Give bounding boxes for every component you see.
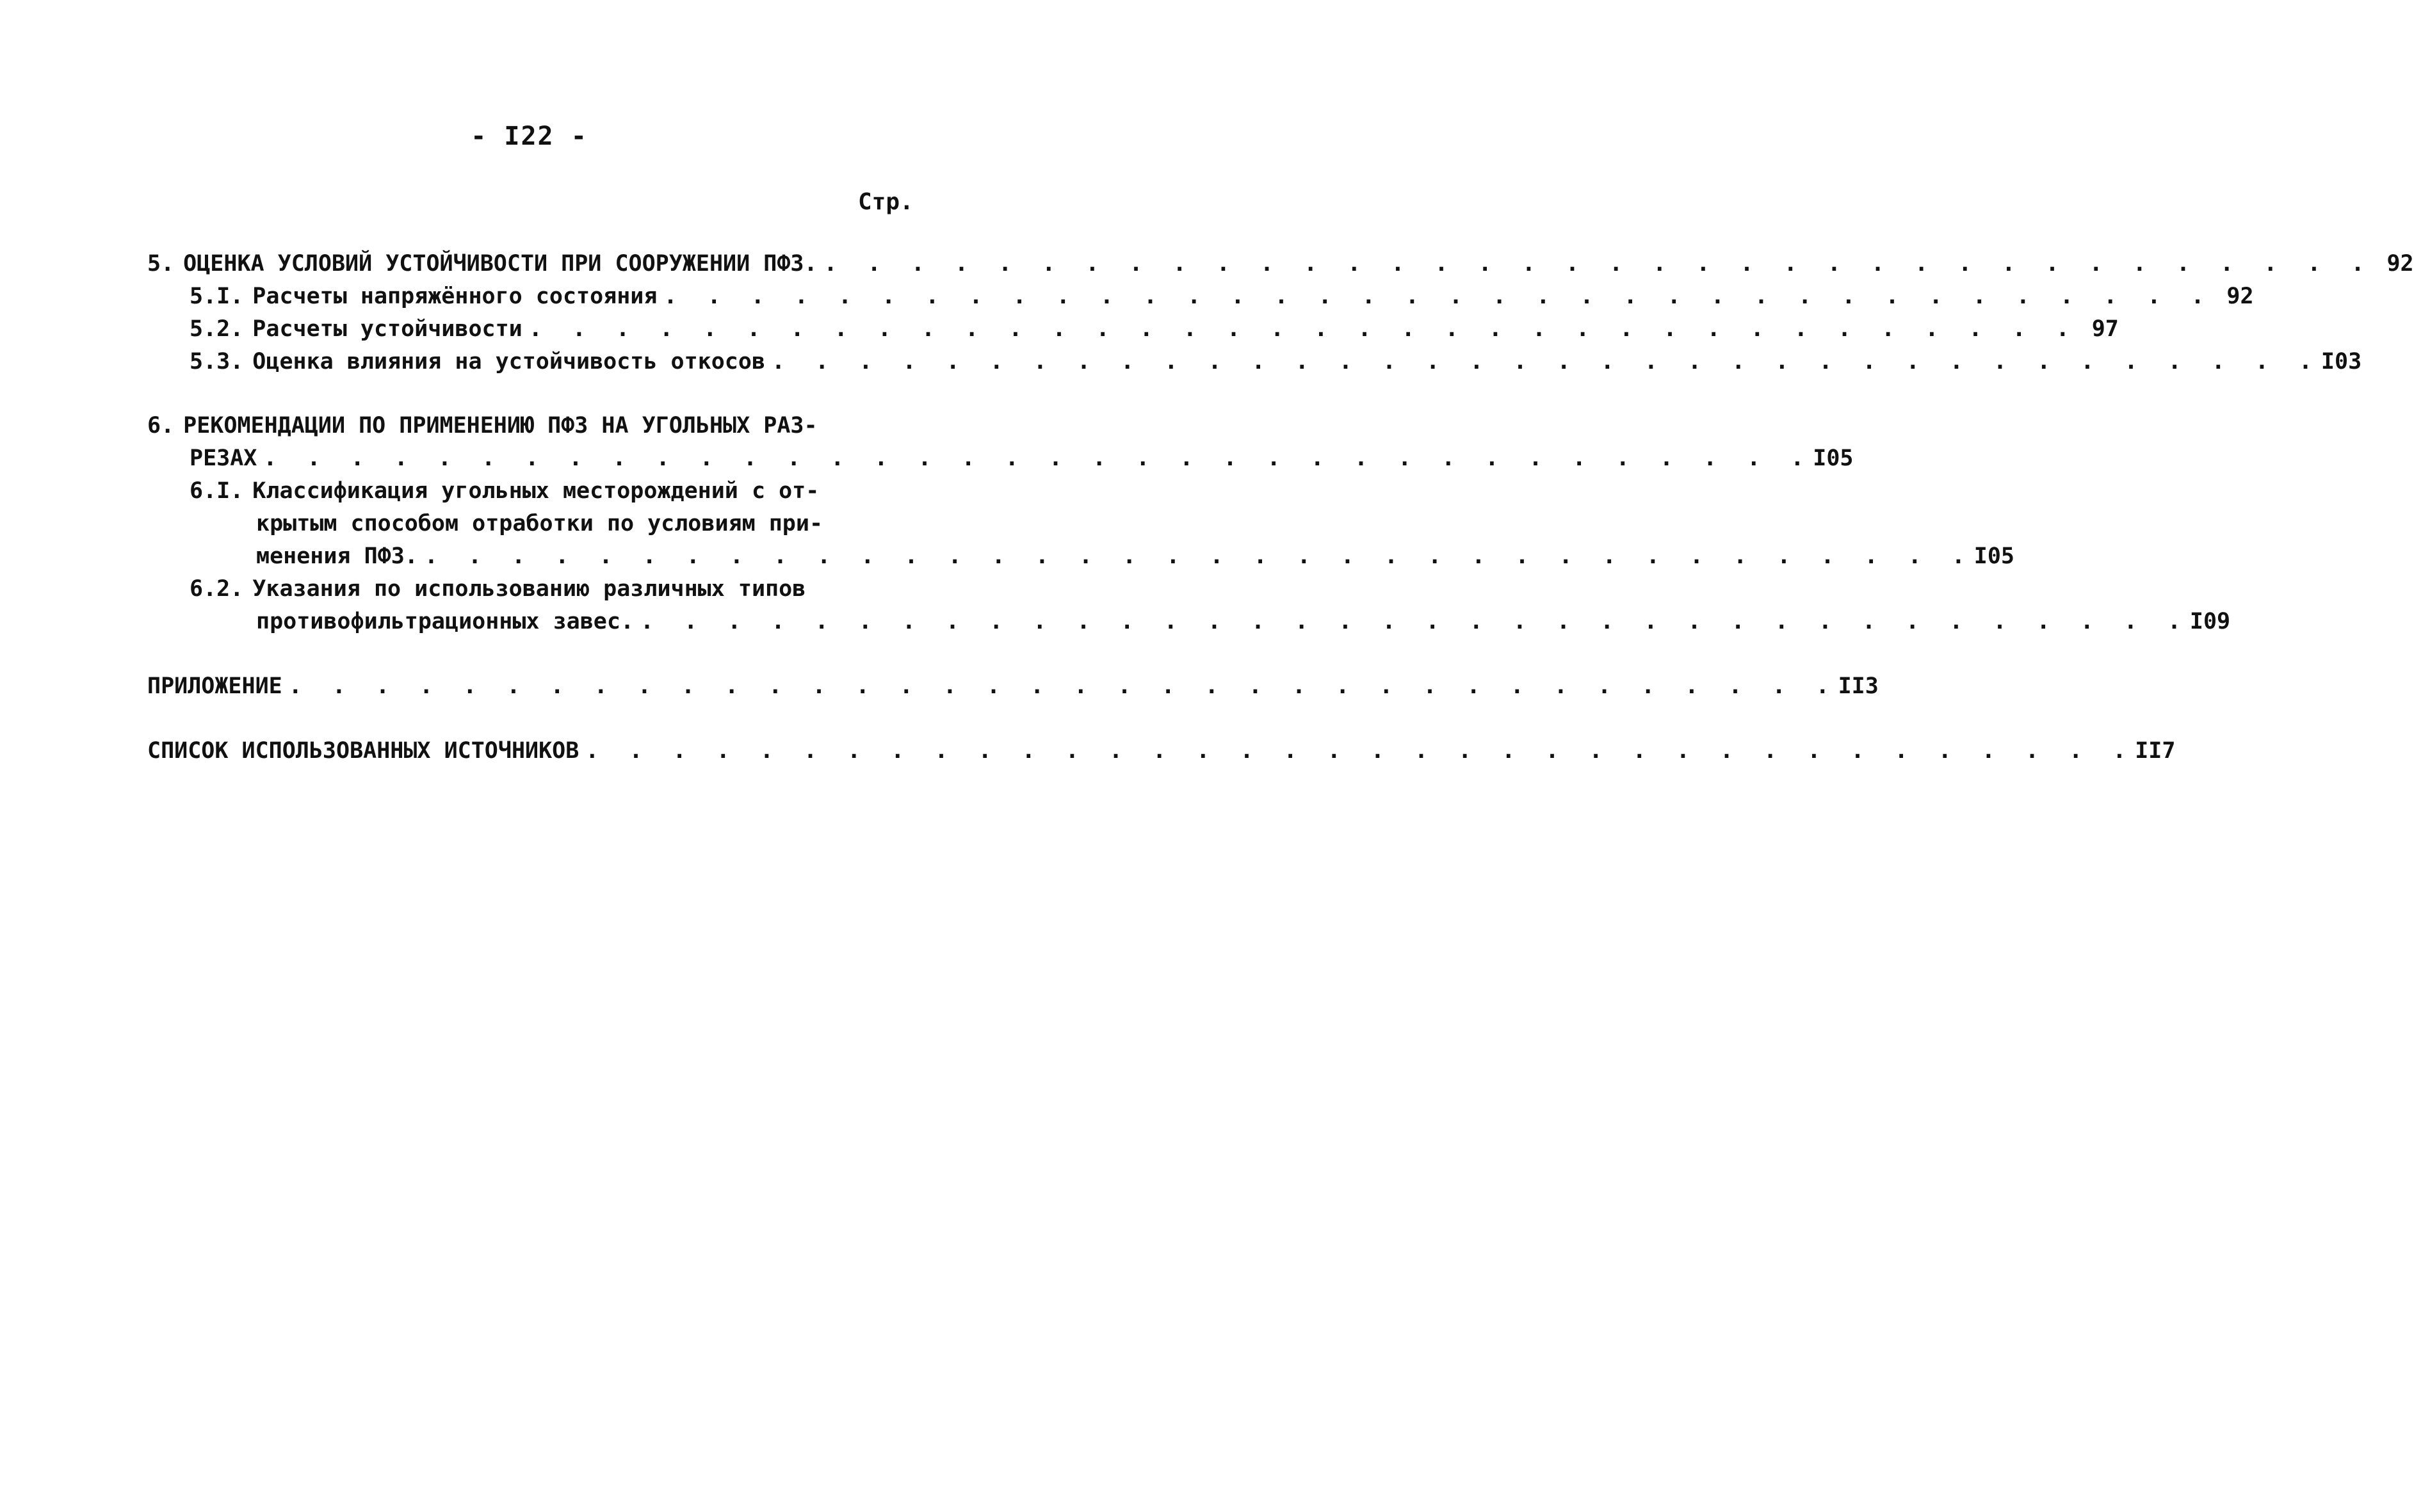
- toc-entry-title: Указания по использованию различных типов: [252, 576, 806, 602]
- toc-entry-number: 6.I.: [190, 478, 244, 504]
- dot-leader: . . . . . . . . . . . . . . . . . . . . . . . . . . . . . . . . . . . .: [528, 316, 2078, 342]
- toc-entry-title: СПИСОК ИСПОЛЬЗОВАННЫХ ИСТОЧНИКОВ: [147, 738, 579, 764]
- page-column-label: Стр.: [858, 189, 914, 215]
- toc-entry-number: 6.: [147, 413, 175, 438]
- toc-entry-title-continued: РЕЗАХ: [190, 446, 257, 471]
- toc-entry-title: ОЦЕНКА УСЛОВИЙ УСТОЙЧИВОСТИ ПРИ СООРУЖЕНИИ ПФЗ.: [183, 251, 818, 277]
- toc-entry-section-5: [147, 251, 2414, 283]
- toc-entry-appendix: [147, 673, 1879, 705]
- toc-entry-title: Оценка влияния на устойчивость откосов: [252, 349, 766, 374]
- toc-entry-number: 5.: [147, 251, 175, 277]
- toc-entry-title-continued: крытым способом отработки по условиям при-: [256, 511, 823, 536]
- toc-entry-page: II3: [1838, 673, 1879, 699]
- dot-leader: . . . . . . . . . . . . . . . . . . . . . . . . . . . . . . . . . . . .: [640, 609, 2190, 634]
- toc-entry-6-1-line3: [256, 543, 2014, 575]
- toc-entry-page: I03: [2321, 349, 2362, 374]
- toc-entry-6-2-line2: [256, 609, 2231, 641]
- toc-entry-references: [147, 738, 2176, 770]
- toc-entry-title: РЕКОМЕНДАЦИИ ПО ПРИМЕНЕНИЮ ПФЗ НА УГОЛЬНЫХ РАЗ-: [183, 413, 818, 438]
- dot-leader: . . . . . . . . . . . . . . . . . . . . . . . . . . . . . . . . . . . .: [288, 673, 1838, 699]
- toc-entry-6-2-line1: [190, 576, 900, 608]
- toc-entry-section-6-line2: [190, 446, 1854, 478]
- toc-entry-5-1: [190, 284, 2254, 316]
- toc-entry-page: 92: [2226, 284, 2254, 309]
- dot-leader: . . . . . . . . . . . . . . . . . . . . . . . . . . . . . . . . . . . .: [424, 543, 1973, 569]
- toc-entry-number: 5.3.: [190, 349, 244, 374]
- toc-entry-number: 6.2.: [190, 576, 244, 602]
- dot-leader: . . . . . . . . . . . . . . . . . . . . . . . . . . . . . . . . . . . .: [585, 738, 2135, 764]
- toc-entry-6-1-line2: [256, 511, 900, 543]
- toc-entry-section-6-line1: [147, 413, 900, 445]
- dot-leader: . . . . . . . . . . . . . . . . . . . . . . . . . . . . . . . . . . . .: [823, 251, 2373, 277]
- toc-entry-5-2: [190, 316, 2119, 348]
- toc-entry-title-continued: противофильтрационных завес.: [256, 609, 635, 634]
- dot-leader: . . . . . . . . . . . . . . . . . . . . . . . . . . . . . . . . . . . .: [663, 284, 2213, 309]
- dot-leader: . . . . . . . . . . . . . . . . . . . . . . . . . . . . . . . . . . . .: [263, 446, 1813, 471]
- toc-entry-number: 5.2.: [190, 316, 244, 342]
- toc-entry-number: 5.I.: [190, 284, 244, 309]
- toc-entry-6-1-line1: [190, 478, 900, 510]
- toc-entry-page: 92: [2386, 251, 2414, 277]
- dot-leader: . . . . . . . . . . . . . . . . . . . . . . . . . . . . . . . . . . . .: [772, 349, 2321, 374]
- toc-entry-page: 97: [2091, 316, 2119, 342]
- toc-entry-title: ПРИЛОЖЕНИЕ: [147, 673, 282, 699]
- toc-entry-page: II7: [2135, 738, 2176, 764]
- toc-entry-title: Расчеты напряжённого состояния: [252, 284, 658, 309]
- toc-entry-title: Расчеты устойчивости: [252, 316, 522, 342]
- page-number: - I22 -: [471, 122, 588, 151]
- toc-entry-5-3: [190, 349, 2362, 381]
- toc-entry-page: I05: [1813, 446, 1854, 471]
- toc-entry-title: Классификация угольных месторождений с от-: [252, 478, 820, 504]
- toc-entry-title-continued: менения ПФЗ.: [256, 543, 418, 569]
- toc-entry-page: I05: [1973, 543, 2014, 569]
- toc-entry-page: I09: [2189, 609, 2231, 634]
